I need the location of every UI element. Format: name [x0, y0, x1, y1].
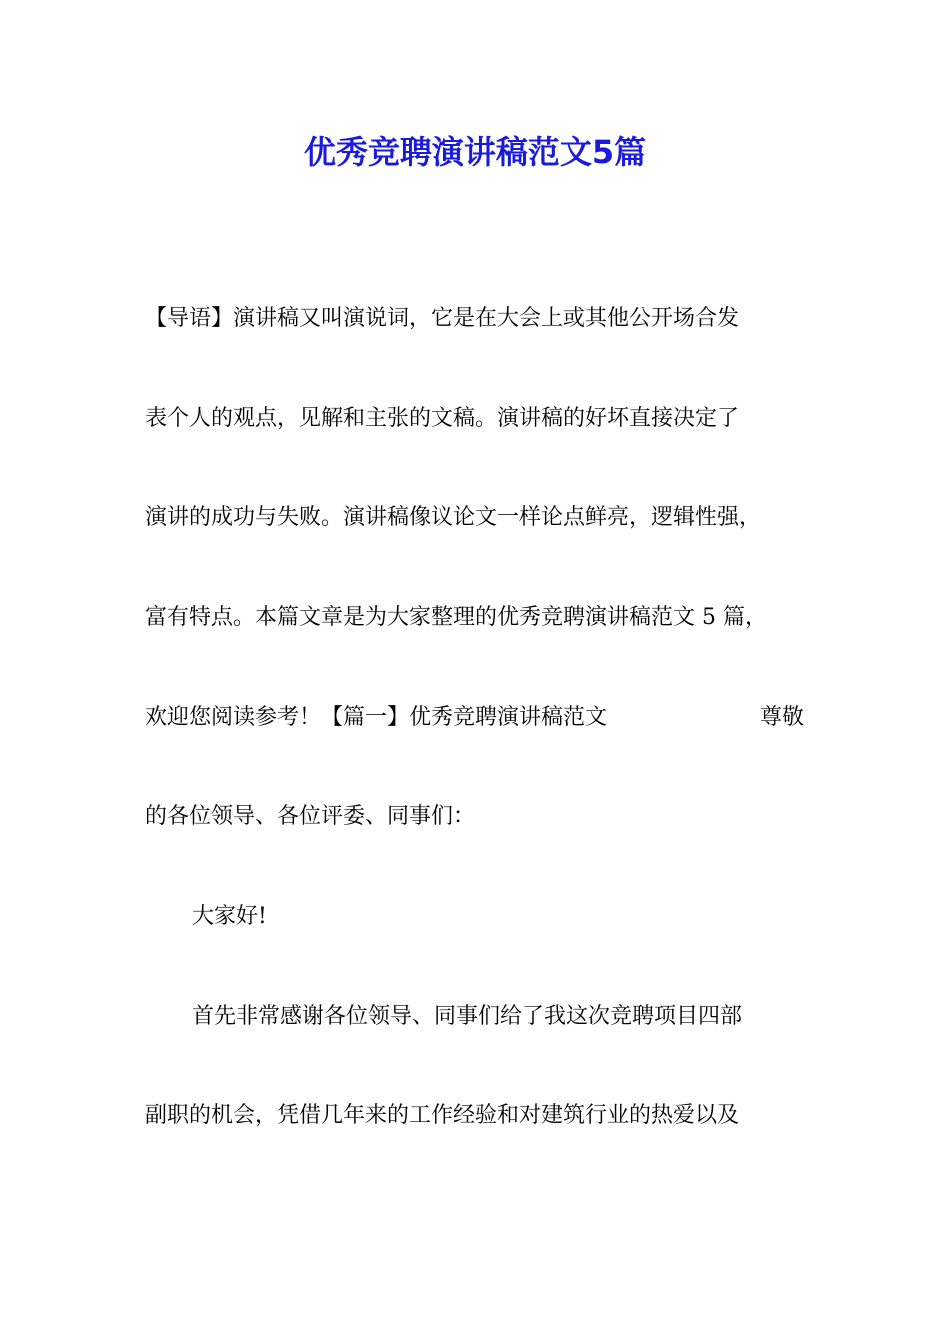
paragraph-line: 表个人的观点，见解和主张的文稿。演讲稿的好坏直接决定了: [145, 406, 740, 431]
document-title: 优秀竞聘演讲稿范文5篇: [303, 133, 647, 171]
paragraph-line: 欢迎您阅读参考！【篇一】优秀竞聘演讲稿范文: [145, 705, 608, 730]
paragraph-line: 首先非常感谢各位领导、同事们给了我这次竞聘项目四部: [192, 1004, 743, 1029]
paragraph-line: 的各位领导、各位评委、同事们：: [145, 804, 476, 829]
salutation-word: 尊敬: [760, 705, 805, 730]
greeting-line: 大家好!: [192, 904, 267, 929]
paragraph-line: 演讲的成功与失败。演讲稿像议论文一样论点鲜亮，逻辑性强，: [145, 505, 762, 530]
paragraph-line: 富有特点。本篇文章是为大家整理的优秀竞聘演讲稿范文 5 篇，: [145, 605, 767, 630]
paragraph-line: 副职的机会，凭借几年来的工作经验和对建筑行业的热爱以及: [145, 1103, 740, 1128]
paragraph-line: 【导语】演讲稿又叫演说词，它是在大会上或其他公开场合发: [145, 306, 740, 331]
